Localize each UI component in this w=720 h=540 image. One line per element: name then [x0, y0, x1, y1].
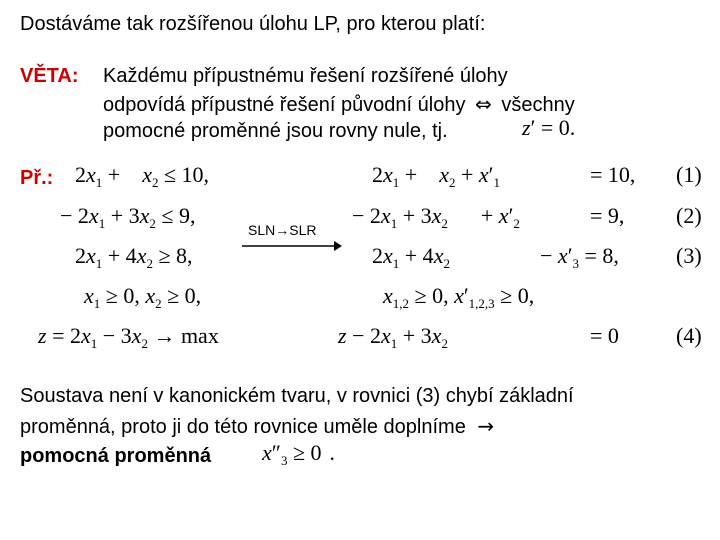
extended-objective-rhs: = 0 [590, 323, 619, 348]
extended-row-3: $2x_1 + 4x_2$ [372, 243, 450, 271]
example-label: Př.: [20, 167, 54, 189]
conclusion-line-2 [20, 414, 494, 439]
extended-row-3-slack: − $x'_3 = 8$, [540, 243, 619, 271]
right-arrow-icon: → [477, 414, 495, 438]
equation-number-4: (4) [676, 323, 702, 348]
extended-row-4: $x_{1,2} \ge 0$, $x'_{1,2,3} \ge 0$, [383, 283, 535, 311]
original-objective: $z = 2x_1 - 3x_2 \to \max$ [38, 323, 219, 351]
extended-row-2-rhs: = 9, [590, 203, 625, 228]
extended-row-2: − $2x_1 + 3x_2$ + $x'_2$ [352, 203, 520, 231]
original-row-3: $2x_1 + 4x_2 \ge 8$, [75, 243, 193, 271]
theorem-line-2-start: odpovídá přípustné řešení původní úlohy [103, 94, 466, 116]
original-row-2: − $2x_1 + 3x_2 \le 9$, [60, 203, 196, 231]
original-row-4: $x_1 \ge 0$, $x_2 \ge 0$, [84, 283, 202, 311]
theorem-line-1: Každému přípustnému řešení rozšířené úlohy [103, 65, 508, 87]
conclusion-line-1: Soustava není v kanonickém tvaru, v rovnici (3) chybí základní [20, 385, 574, 407]
equation-number-2: (2) [676, 203, 702, 228]
conclusion-line-3: pomocná proměnná [20, 445, 212, 467]
conclusion-line-2-text: proměnná, proto ji do této rovnice uměle doplníme [20, 416, 466, 438]
equation-number-3: (3) [676, 243, 702, 268]
theorem-line-2 [103, 92, 575, 117]
conclusion-formula: $x''_3 \ge 0$ . [262, 440, 336, 468]
original-row-1: $2x_1$ + $x_2 \le 10$, [75, 162, 210, 190]
equation-number-1: (1) [676, 162, 702, 187]
transform-arrow-icon [242, 240, 342, 252]
extended-row-1-rhs: = 10, [590, 162, 636, 187]
extended-objective: $z - 2x_1 + 3x_2$ [338, 323, 448, 351]
transform-label: SLN→SLR [248, 222, 317, 238]
theorem-formula: z′ = 0. [522, 115, 576, 140]
intro-text: Dostáváme tak rozšířenou úlohu LP, pro kterou platí: [20, 13, 486, 35]
theorem-line-3: pomocné proměnné jsou rovny nule, tj. [103, 120, 448, 142]
theorem-line-2-end: všechny [501, 94, 575, 116]
theorem-label: VĚTA: [20, 65, 79, 87]
equivalence-icon: ⇔ [475, 92, 492, 116]
extended-row-1: $2x_1$ + $x_2 + x'_1$ [372, 162, 500, 190]
